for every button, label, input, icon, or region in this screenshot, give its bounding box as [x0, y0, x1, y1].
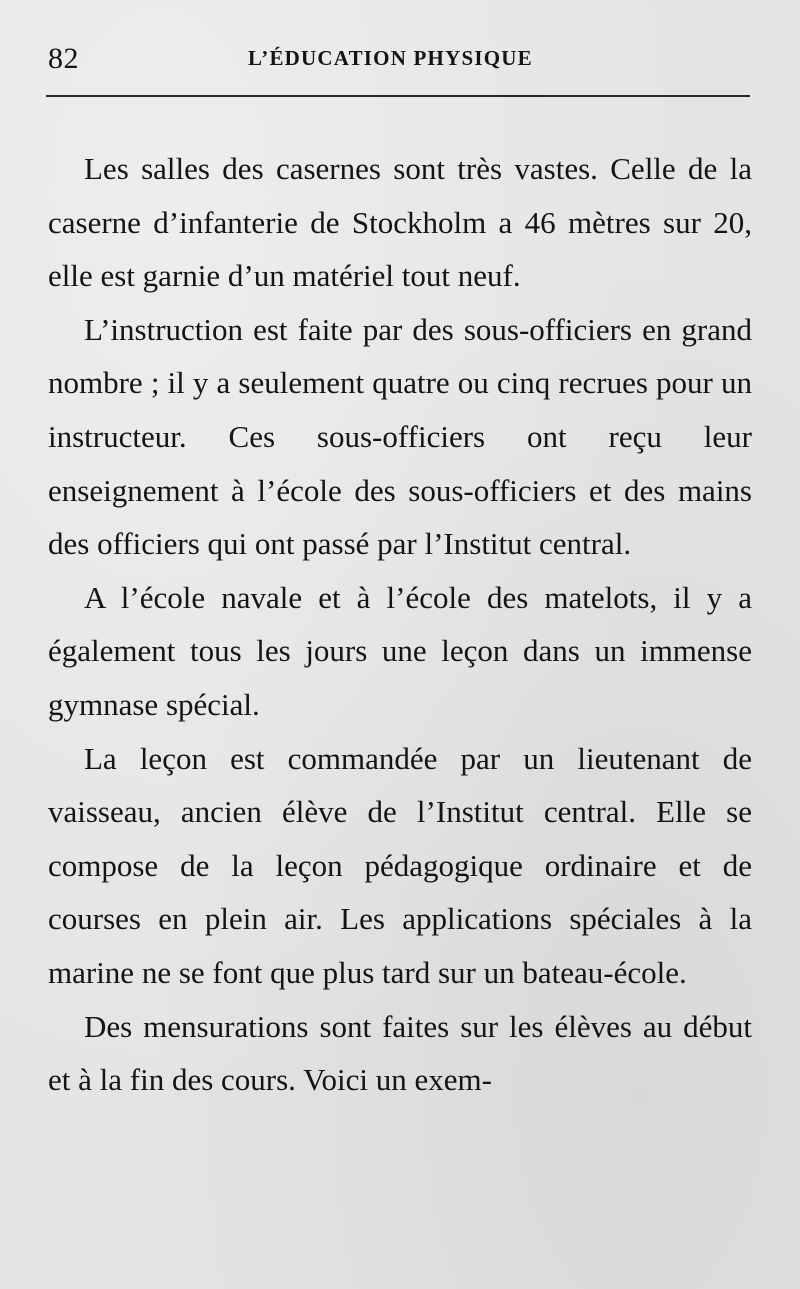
- body-text: [48, 142, 752, 1107]
- paragraph: Les salles des casernes sont très vastes. Celle de la caserne d’infanterie de Stockholm a 46 mètres sur 20, elle est garnie d’un matériel tout neuf.: [48, 151, 752, 294]
- paragraph: La leçon est commandée par un lieutenant de vaisseau, ancien élève de l’Institut central. Elle se compose de la leçon pédagogique ordinaire et de courses en plein air. Les applications spéciales à la marine ne se font que plus tard sur un bateau-école.: [48, 740, 752, 990]
- running-head: [48, 38, 748, 82]
- page-number: 82: [48, 42, 79, 75]
- paragraph: L’instruction est faite par des sous-officiers en grand nombre ; il y a seulement quatre ou cinq recrues pour un instructeur. Ces sous-officiers ont reçu leur enseignement à l’école des sous-officiers et des mains des officiers qui ont passé par l’Institut central.: [48, 311, 752, 562]
- paragraph: A l’école navale et à l’école des matelots, il y a également tous les jours une leçon dans un immense gymnase spécial.: [48, 579, 752, 722]
- running-title: L’ÉDUCATION PHYSIQUE: [248, 46, 533, 70]
- paragraph: Des mensurations sont faites sur les élèves au début et à la fin des cours. Voici un exem-: [48, 1008, 752, 1098]
- header-rule: [46, 95, 750, 97]
